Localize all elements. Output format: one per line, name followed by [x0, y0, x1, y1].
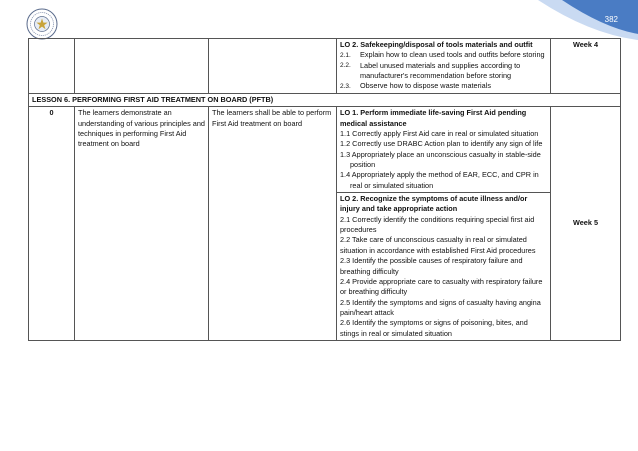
lesson-row: [29, 107, 621, 193]
competency-item: 2.4 Provide appropriate care to casualty with respiratory failure or breathing difficulty: [340, 276, 543, 297]
lo-title: LO 2. Safekeeping/disposal of tools materials and outfit: [340, 40, 533, 49]
competency-cell-lo2: [337, 193, 551, 341]
competency-item: 1.1 Correctly apply First Aid care in real or simulated situation: [340, 128, 539, 138]
continuation-row: [29, 39, 621, 94]
performance-standard: The learners shall be able to perform First Aid treatment on board: [209, 107, 337, 341]
curriculum-table: [28, 38, 621, 341]
competency-item: 2.6 Identify the symptoms or signs of poisoning, bites, and stings in real or simulated situation: [340, 318, 528, 338]
competency-item: 2.2 Take care of unconscious casualty in real or simulated situation in accordance with established First Aid procedures: [340, 235, 536, 255]
competency-item: 1.2 Correctly use DRABC Action plan to identify any sign of life: [340, 139, 543, 149]
competency-item: 2.3. Observe how to dispose waste materials: [340, 81, 491, 91]
lesson-title: LESSON 6. PERFORMING FIRST AID TREATMENT ON BOARD (PFTB): [29, 93, 621, 106]
competency-cell-lo2-previous: [337, 39, 551, 94]
empty-cell: [75, 39, 209, 94]
empty-cell: [209, 39, 337, 94]
lesson-title-row: [29, 93, 621, 106]
lesson-number: 0: [29, 107, 75, 341]
competency-cell-lo1: [337, 107, 551, 193]
competency-item: 2.1 Correctly identify the conditions requiring special first aid procedures: [340, 214, 535, 235]
competency-item: 2.2. Label unused materials and supplies according to manufacturer's recommendation before storing: [340, 60, 521, 81]
competency-item: 1.4 Appropriately apply the method of EAR, ECC, and CPR in real or simulated situation: [340, 170, 539, 190]
lo-title: LO 1. Perform immediate life-saving First Aid pending medical assistance: [340, 108, 527, 128]
empty-cell: [29, 39, 75, 94]
week-cell: Week 5: [551, 107, 621, 341]
page-number: 382: [604, 15, 618, 24]
competency-item: 2.3 Identify the possible causes of respiratory failure and breathing difficulty: [340, 256, 523, 276]
lo-title: LO 2. Recognize the symptoms of acute illness and/or injury and take appropriate action: [340, 194, 528, 214]
week-cell: Week 4: [551, 39, 621, 94]
deped-seal-icon: [26, 8, 58, 40]
competency-item: 2.1. Explain how to clean used tools and outfits before storing: [340, 50, 545, 60]
competency-item: 1.3 Appropriately place an unconscious casualty in stable-side position: [340, 149, 541, 169]
content-standard: The learners demonstrate an understanding of various principles and techniques in performing First Aid treatment on board: [75, 107, 209, 341]
competency-item: 2.5 Identify the symptoms and signs of casualty having angina pain/heart attack: [340, 297, 541, 317]
